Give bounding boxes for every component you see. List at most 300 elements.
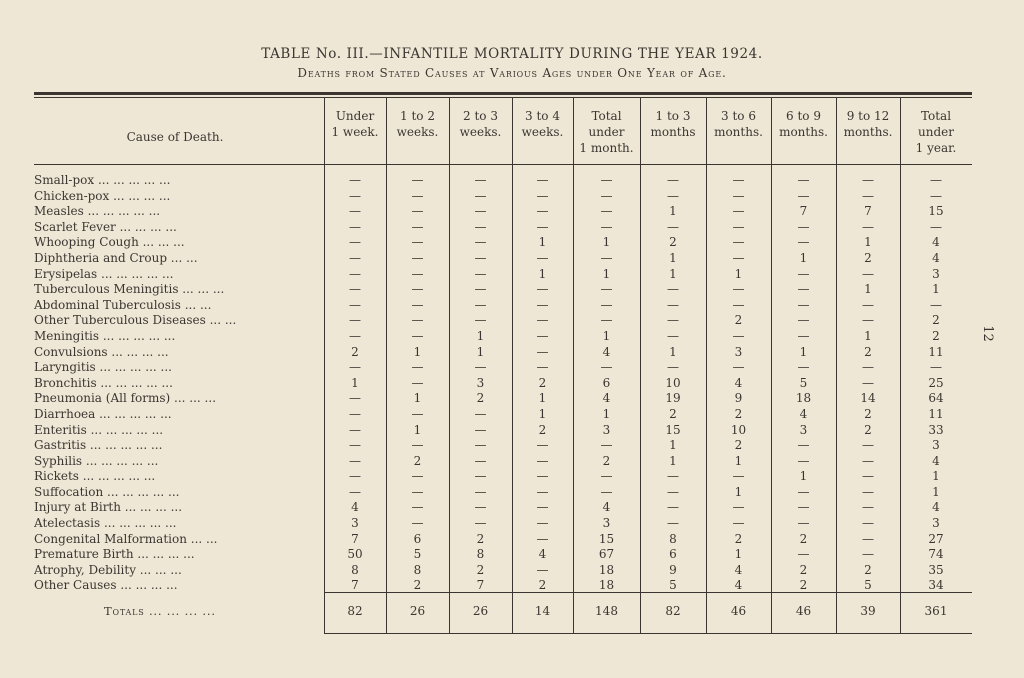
cell-value: — <box>862 313 874 328</box>
cell-value: 15 <box>598 531 615 546</box>
cell-value: — <box>536 484 549 499</box>
column-header <box>573 108 640 156</box>
cell-value: 8 <box>476 547 485 562</box>
cell-value: 7 <box>864 204 872 219</box>
table-row <box>0 469 1024 485</box>
cell-value: 5 <box>413 547 422 562</box>
cell-value: 2 <box>538 422 547 437</box>
column-header-line: 1 to 2 <box>400 109 435 123</box>
cause-label: Chicken-pox ... ... ... ... <box>34 188 171 203</box>
table-row <box>0 423 1024 439</box>
cause-label: Convulsions ... ... ... ... <box>34 344 169 359</box>
cause-label: Gastritis ... ... ... ... ... <box>34 438 163 453</box>
cell-value: 1 <box>669 266 677 281</box>
cell-value: — <box>667 516 679 531</box>
cell-value: — <box>667 219 679 234</box>
cell-value: 8 <box>669 531 677 546</box>
cause-label: Abdominal Tuberculosis ... ... <box>34 297 212 312</box>
cell-value: — <box>600 438 613 453</box>
cell-value: 18 <box>795 391 812 406</box>
total-value: 39 <box>860 604 876 618</box>
cause-label: Scarlet Fever ... ... ... ... <box>34 219 177 234</box>
cause-label: Syphilis ... ... ... ... ... <box>34 453 159 468</box>
cell-value: 15 <box>665 422 681 437</box>
cause-label: Laryngitis ... ... ... ... ... <box>34 360 172 375</box>
column-header-line: under <box>918 125 954 139</box>
cell-value: 2 <box>864 422 872 437</box>
column-header <box>771 108 836 140</box>
cell-value: 2 <box>476 531 485 546</box>
cause-label: Measles ... ... ... ... ... <box>34 204 161 219</box>
cell-value: 1 <box>799 469 808 484</box>
cell-value: 67 <box>598 547 615 562</box>
cell-value: 2 <box>669 406 677 421</box>
cell-value: 1 <box>413 344 422 359</box>
cell-value: — <box>536 188 549 203</box>
total-value: 82 <box>665 604 681 618</box>
table-row <box>0 391 1024 407</box>
cell-value: 1 <box>413 391 422 406</box>
cell-value: — <box>797 438 810 453</box>
cell-value: 10 <box>730 422 747 437</box>
cell-value: 2 <box>932 328 940 343</box>
cell-value: — <box>536 204 549 219</box>
cell-value: — <box>411 360 424 375</box>
cell-value: — <box>862 484 874 499</box>
cause-label: Suffocation ... ... ... ... ... <box>34 484 180 499</box>
total-value: 26 <box>472 604 489 618</box>
cell-value: 1 <box>799 344 808 359</box>
cell-value: 4 <box>734 562 743 577</box>
cell-value: 1 <box>734 266 743 281</box>
cell-value: 19 <box>665 391 681 406</box>
table-row <box>0 376 1024 392</box>
cell-value: — <box>732 188 745 203</box>
cell-value: 33 <box>928 422 944 437</box>
cell-value: — <box>536 297 549 312</box>
cell-value: 2 <box>864 250 872 265</box>
cause-label: Diarrhoea ... ... ... ... ... <box>34 406 172 421</box>
cell-value: — <box>411 266 424 281</box>
cell-value: — <box>349 453 361 468</box>
cell-value: — <box>411 219 424 234</box>
cell-value: 5 <box>799 375 808 390</box>
cell-value: — <box>732 500 745 515</box>
cell-value: 2 <box>932 313 940 328</box>
column-header-line: 1 month. <box>579 141 634 155</box>
cell-value: 4 <box>734 578 743 593</box>
cell-value: — <box>349 469 361 484</box>
table-row <box>0 329 1024 345</box>
cell-value: 1 <box>932 282 940 297</box>
cell-value: 4 <box>602 344 611 359</box>
cell-value: — <box>536 219 549 234</box>
table-row <box>0 282 1024 298</box>
cause-label: Whooping Cough ... ... ... <box>34 235 185 250</box>
cell-value: — <box>349 360 361 375</box>
cell-value: — <box>474 438 487 453</box>
cell-value: — <box>349 235 361 250</box>
cell-value: 4 <box>932 250 940 265</box>
cell-value: — <box>600 188 613 203</box>
cell-value: 3 <box>734 344 743 359</box>
cell-value: 1 <box>538 406 547 421</box>
cause-label: Congenital Malformation ... ... <box>34 531 218 546</box>
column-header-line: 3 to 4 <box>525 109 560 123</box>
cause-of-death-header: Cause of Death. <box>126 130 224 144</box>
cause-label: Bronchitis ... ... ... ... ... <box>34 375 173 390</box>
table-row <box>0 578 1024 594</box>
cell-value: 4 <box>932 235 940 250</box>
cause-label: Premature Birth ... ... ... ... <box>34 547 195 562</box>
cell-value: — <box>862 173 874 187</box>
cell-value: — <box>349 204 361 219</box>
cell-value: — <box>600 282 613 297</box>
cell-value: — <box>349 173 361 187</box>
cause-label: Enteritis ... ... ... ... ... <box>34 422 164 437</box>
cell-value: — <box>411 282 424 297</box>
cell-value: — <box>474 360 487 375</box>
table-row <box>0 438 1024 454</box>
table-row <box>0 298 1024 314</box>
cell-value: — <box>411 250 424 265</box>
cell-value: 2 <box>799 562 808 577</box>
cell-value: — <box>797 360 810 375</box>
cause-label: Meningitis ... ... ... ... ... <box>34 328 176 343</box>
cell-value: — <box>411 313 424 328</box>
cell-value: 3 <box>602 422 611 437</box>
column-header-line: months. <box>843 125 893 139</box>
cell-value: — <box>862 360 874 375</box>
cell-value: — <box>536 516 549 531</box>
cell-value: 15 <box>928 204 944 219</box>
cell-value: — <box>536 531 549 546</box>
cell-value: 2 <box>538 578 547 593</box>
cell-value: 1 <box>669 250 677 265</box>
cell-value: — <box>536 453 549 468</box>
cell-value: — <box>930 188 942 203</box>
cell-value: 7 <box>351 531 359 546</box>
cell-value: 4 <box>932 453 940 468</box>
totals-row <box>0 604 1024 624</box>
column-header <box>512 108 573 140</box>
table-row <box>0 313 1024 329</box>
cell-value: 1 <box>864 235 872 250</box>
cell-value: — <box>600 360 613 375</box>
cell-value: — <box>797 173 810 187</box>
cell-value: — <box>667 313 679 328</box>
cell-value: 11 <box>928 344 944 359</box>
column-header <box>706 108 771 140</box>
table-row <box>0 485 1024 501</box>
cell-value: — <box>349 391 361 406</box>
cell-value: 2 <box>538 375 547 390</box>
cell-value: — <box>474 250 487 265</box>
column-header-line: months. <box>714 125 763 139</box>
cell-value: 1 <box>476 328 485 343</box>
cell-value: — <box>411 297 424 312</box>
cause-label: Atelectasis ... ... ... ... ... <box>34 516 177 531</box>
cell-value: 4 <box>602 391 611 406</box>
cell-value: 2 <box>799 531 808 546</box>
cause-label: Tuberculous Meningitis ... ... ... <box>34 282 225 297</box>
cell-value: 2 <box>734 313 743 328</box>
cell-value: — <box>536 500 549 515</box>
cell-value: — <box>600 469 613 484</box>
cell-value: 2 <box>413 453 422 468</box>
cell-value: — <box>411 235 424 250</box>
cell-value: 1 <box>734 484 743 499</box>
table-row <box>0 516 1024 532</box>
cell-value: 1 <box>413 422 422 437</box>
column-header-line: Total <box>591 109 622 123</box>
cell-value: 1 <box>602 235 611 250</box>
cell-value: 2 <box>734 406 743 421</box>
cell-value: 2 <box>864 344 872 359</box>
table-row <box>0 500 1024 516</box>
cell-value: — <box>536 282 549 297</box>
cell-value: 14 <box>860 391 876 406</box>
cell-value: — <box>474 266 487 281</box>
cell-value: 2 <box>413 578 422 593</box>
cell-value: — <box>862 453 874 468</box>
column-header <box>324 108 386 140</box>
cell-value: — <box>474 453 487 468</box>
cell-value: 1 <box>932 469 940 484</box>
cell-value: 2 <box>476 391 485 406</box>
column-header <box>836 108 900 140</box>
column-header-line: 1 year. <box>915 141 957 155</box>
cell-value: — <box>667 360 679 375</box>
cell-value: 8 <box>351 562 359 577</box>
total-value: 361 <box>924 604 948 618</box>
cell-value: — <box>797 516 810 531</box>
cell-value: — <box>930 219 942 234</box>
cell-value: — <box>667 297 679 312</box>
cell-value: — <box>797 453 810 468</box>
cell-value: — <box>349 328 361 343</box>
cause-label: Injury at Birth ... ... ... ... <box>34 500 183 515</box>
table-row <box>0 563 1024 579</box>
column-header-line: 1 week. <box>331 125 379 139</box>
table-row <box>0 360 1024 376</box>
column-header-line: 6 to 9 <box>786 109 821 123</box>
cell-value: — <box>600 313 613 328</box>
cell-value: 1 <box>669 204 677 219</box>
table-row <box>0 345 1024 361</box>
table-title: TABLE No. III.—INFANTILE MORTALITY DURING THE YEAR 1924. <box>261 46 763 62</box>
cell-value: 3 <box>932 516 940 531</box>
cell-value: 3 <box>351 516 359 531</box>
cell-value: — <box>600 484 613 499</box>
cell-value: — <box>930 173 942 187</box>
column-header <box>640 108 706 140</box>
total-value: 46 <box>795 604 812 618</box>
table-subtitle: Deaths from Stated Causes at Various Ages under One Year of Age. <box>297 66 727 80</box>
column-header-line: weeks. <box>459 125 502 139</box>
cell-value: 2 <box>476 562 485 577</box>
cell-value: — <box>349 484 361 499</box>
cell-value: 1 <box>734 547 743 562</box>
page-number: 12 <box>979 325 995 342</box>
cell-value: — <box>862 500 874 515</box>
column-header-line: months <box>650 125 696 139</box>
cell-value: 35 <box>928 562 944 577</box>
cell-value: — <box>536 469 549 484</box>
cell-value: — <box>474 484 487 499</box>
cell-value: — <box>349 406 361 421</box>
cell-value: — <box>732 219 745 234</box>
cell-value: — <box>732 297 745 312</box>
cell-value: — <box>474 219 487 234</box>
cell-value: — <box>411 516 424 531</box>
cell-value: — <box>797 219 810 234</box>
cell-value: — <box>600 297 613 312</box>
cell-value: — <box>349 438 361 453</box>
cell-value: 18 <box>598 562 615 577</box>
cell-value: — <box>536 250 549 265</box>
cell-value: — <box>732 360 745 375</box>
cell-value: — <box>862 469 874 484</box>
cell-value: — <box>600 204 613 219</box>
cause-label: Rickets ... ... ... ... ... <box>34 469 156 484</box>
column-header <box>386 108 449 140</box>
bottom-rule <box>324 633 972 634</box>
cell-value: — <box>667 282 679 297</box>
cell-value: 4 <box>932 500 940 515</box>
cell-value: — <box>411 438 424 453</box>
table-row <box>0 532 1024 548</box>
cell-value: 2 <box>602 453 611 468</box>
cell-value: 1 <box>538 391 547 406</box>
cell-value: — <box>797 547 810 562</box>
cell-value: — <box>411 375 424 390</box>
cell-value: 27 <box>928 531 944 546</box>
cell-value: 7 <box>351 578 359 593</box>
cell-value: — <box>536 313 549 328</box>
cell-value: 1 <box>538 266 547 281</box>
cell-value: — <box>474 297 487 312</box>
cell-value: — <box>797 484 810 499</box>
cell-value: — <box>797 282 810 297</box>
totals-label: Totals ... ... ... ... <box>104 604 216 618</box>
cell-value: — <box>411 204 424 219</box>
top-rule-thin <box>34 97 972 98</box>
cell-value: 1 <box>734 453 743 468</box>
cell-value: — <box>797 188 810 203</box>
cell-value: — <box>667 328 679 343</box>
cell-value: 5 <box>864 578 872 593</box>
cell-value: — <box>600 250 613 265</box>
cell-value: — <box>930 297 942 312</box>
cell-value: — <box>349 250 361 265</box>
cell-value: 4 <box>799 406 808 421</box>
cell-value: 74 <box>928 547 944 562</box>
total-value: 26 <box>409 604 426 618</box>
column-header-line: 3 to 6 <box>721 109 756 123</box>
cell-value: — <box>474 282 487 297</box>
cell-value: — <box>536 360 549 375</box>
cell-value: — <box>474 313 487 328</box>
column-header-line: 9 to 12 <box>846 109 890 123</box>
cell-value: — <box>411 173 424 187</box>
cell-value: 6 <box>602 375 611 390</box>
cell-value: — <box>862 438 874 453</box>
cell-value: — <box>797 313 810 328</box>
cell-value: — <box>474 235 487 250</box>
table-row <box>0 235 1024 251</box>
cell-value: — <box>862 547 874 562</box>
cell-value: 64 <box>928 391 944 406</box>
cell-value: 2 <box>864 406 872 421</box>
table-row <box>0 547 1024 563</box>
cell-value: — <box>732 282 745 297</box>
cell-value: — <box>862 188 874 203</box>
cell-value: 1 <box>602 406 611 421</box>
cell-value: 1 <box>602 266 611 281</box>
cell-value: — <box>732 328 745 343</box>
cell-value: — <box>474 500 487 515</box>
cell-value: 2 <box>864 562 872 577</box>
column-header-line: 2 to 3 <box>463 109 498 123</box>
cell-value: 1 <box>476 344 485 359</box>
cell-value: — <box>732 173 745 187</box>
table-row <box>0 173 1024 189</box>
cell-value: — <box>536 344 549 359</box>
cell-value: — <box>862 531 874 546</box>
cause-label: Other Causes ... ... ... ... <box>34 578 178 593</box>
cell-value: — <box>474 204 487 219</box>
cell-value: — <box>536 173 549 187</box>
cell-value: — <box>411 188 424 203</box>
cell-value: — <box>349 422 361 437</box>
cell-value: — <box>667 500 679 515</box>
table-row <box>0 251 1024 267</box>
cell-value: 2 <box>734 531 743 546</box>
cell-value: 1 <box>602 328 611 343</box>
cell-value: — <box>536 438 549 453</box>
cell-value: — <box>797 235 810 250</box>
table-row <box>0 204 1024 220</box>
cell-value: — <box>349 219 361 234</box>
cell-value: 2 <box>799 578 808 593</box>
cell-value: — <box>732 250 745 265</box>
total-value: 148 <box>595 604 618 618</box>
cell-value: 7 <box>799 204 808 219</box>
cell-value: 3 <box>799 422 808 437</box>
total-value: 14 <box>534 604 551 618</box>
cell-value: — <box>349 297 361 312</box>
cell-value: — <box>667 484 679 499</box>
cell-value: 10 <box>665 375 681 390</box>
cell-value: — <box>411 406 424 421</box>
column-header-line: Under <box>335 109 375 123</box>
cell-value: — <box>411 484 424 499</box>
cell-value: 25 <box>928 375 944 390</box>
column-header-line: weeks. <box>396 125 439 139</box>
cell-value: — <box>862 297 874 312</box>
cell-value: — <box>536 562 549 577</box>
header-bottom-rule <box>34 164 972 165</box>
cell-value: — <box>349 266 361 281</box>
cell-value: — <box>797 266 810 281</box>
cell-value: 34 <box>928 578 944 593</box>
cause-label: Small-pox ... ... ... ... ... <box>34 173 171 187</box>
cell-value: — <box>474 173 487 187</box>
cell-value: 9 <box>669 562 677 577</box>
cell-value: — <box>732 516 745 531</box>
cell-value: — <box>862 375 874 390</box>
